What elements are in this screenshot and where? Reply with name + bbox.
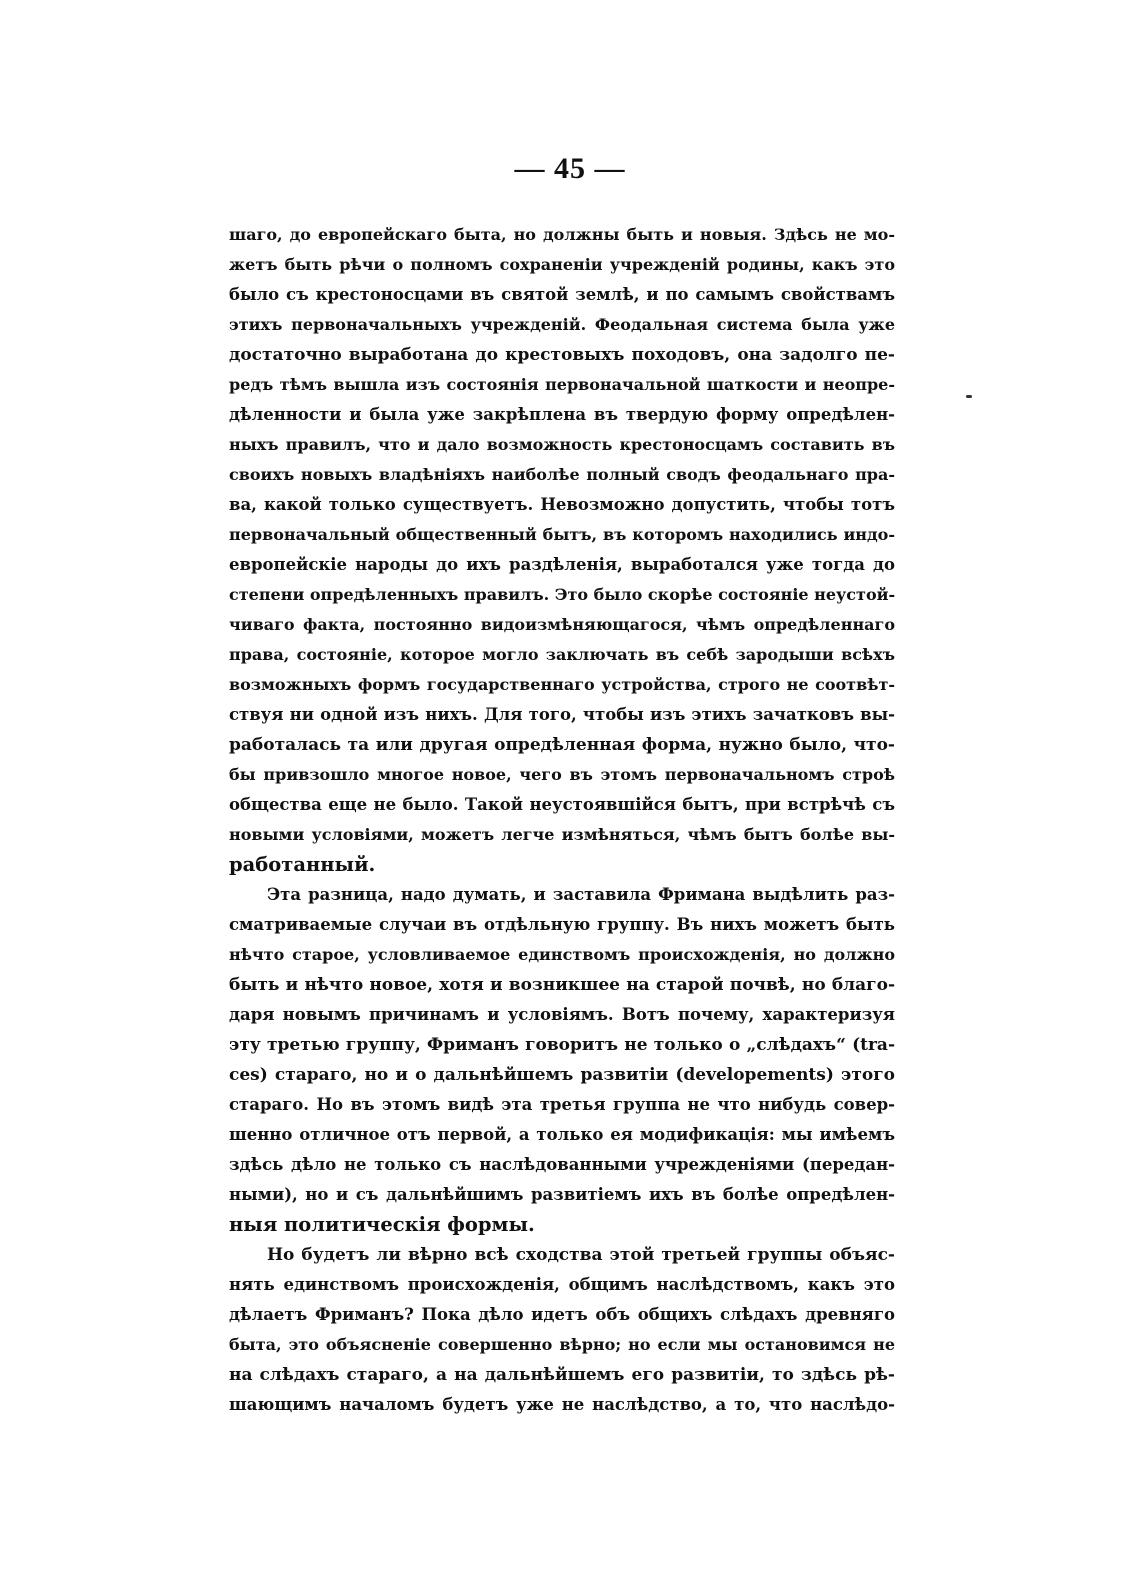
text-line: на слѣдахъ стараго, а на дальнѣйшемъ его развитіи, то здѣсь рѣ- bbox=[229, 1365, 895, 1385]
text-line: права, состояніе, которое могло заключать въ себѣ зародыши всѣхъ bbox=[229, 645, 895, 664]
text-line: нѣчто старое, условливаемое единствомъ происхожденія, но должно bbox=[229, 945, 895, 964]
text-line: шаго, до европейскаго быта, но должны быть и новыя. Здѣсь не мо- bbox=[229, 225, 895, 244]
text-line: первоначальный общественный бытъ, въ которомъ находились индо- bbox=[229, 525, 895, 544]
text-line: ными), но и съ дальнѣйшимъ развитіемъ ихъ въ болѣе опредѣлен- bbox=[229, 1185, 895, 1204]
text-line: бы привзошло многое новое, чего въ этомъ первоначальномъ строѣ bbox=[229, 765, 895, 784]
page-number: — 45 — bbox=[514, 152, 626, 185]
text-line: новыми условіями, можетъ легче измѣняться, чѣмъ бытъ болѣе вы- bbox=[229, 825, 895, 844]
text-line: дѣленности и была уже закрѣплена въ твердую форму опредѣлен- bbox=[229, 405, 895, 424]
text-line: жетъ быть рѣчи о полномъ сохраненіи учрежденій родины, какъ это bbox=[229, 255, 895, 274]
text-line: ва, какой только существуетъ. Невозможно допустить, чтобы тотъ bbox=[229, 495, 895, 514]
paragraph-start-line: Эта разница, надо думать, и заставила Фримана выдѣлить раз- bbox=[267, 885, 895, 904]
text-line: дѣлаетъ Фриманъ? Пока дѣло идетъ объ общихъ слѣдахъ древняго bbox=[229, 1305, 895, 1324]
text-line: ces) стараго, но и о дальнѣйшемъ развитіи (developements) этого bbox=[229, 1065, 895, 1085]
text-line: общества еще не было. Такой неустоявшійся бытъ, при встрѣчѣ съ bbox=[229, 795, 895, 814]
text-line: было съ крестоносцами въ святой землѣ, и по самымъ свойствамъ bbox=[229, 285, 895, 304]
paragraph-end-line: ныя политическія формы. bbox=[229, 1213, 535, 1236]
text-line: европейскіе народы до ихъ раздѣленія, выработался уже тогда до bbox=[229, 555, 895, 574]
text-line: степени опредѣленныхъ правилъ. Это было скорѣе состояніе неустой- bbox=[229, 585, 896, 604]
paragraph-end-line: работанный. bbox=[229, 853, 376, 876]
text-line: чиваго факта, постоянно видоизмѣняющагося, чѣмъ опредѣленнаго bbox=[229, 615, 895, 634]
text-line: сматриваемые случаи въ отдѣльную группу. Въ нихъ можетъ быть bbox=[229, 915, 895, 934]
text-line: возможныхъ формъ государственнаго устройства, строго не соотвѣт- bbox=[229, 675, 895, 694]
text-line: редъ тѣмъ вышла изъ состоянія первоначальной шаткости и неопре- bbox=[229, 375, 895, 394]
text-line: эту третью группу, Фриманъ говоритъ не только о „слѣдахъ“ (tra- bbox=[229, 1035, 895, 1055]
text-line: стараго. Но въ этомъ видѣ эта третья группа не что нибудь совер- bbox=[229, 1095, 895, 1114]
text-line: здѣсь дѣло не только съ наслѣдованными учрежденіями (передан- bbox=[229, 1155, 895, 1174]
text-line: достаточно выработана до крестовыхъ походовъ, она задолго пе- bbox=[229, 345, 895, 365]
text-line: шающимъ началомъ будетъ уже не наслѣдство, а то, что наслѣдо- bbox=[229, 1395, 895, 1414]
text-line: своихъ новыхъ владѣніяхъ наиболѣе полный сводъ феодальнаго пра- bbox=[229, 465, 895, 484]
paragraph-start-line: Но будетъ ли вѣрно всѣ сходства этой третьей группы объяс- bbox=[267, 1245, 895, 1265]
text-line: ныхъ правилъ, что и дало возможность крестоносцамъ составить въ bbox=[229, 435, 895, 454]
text-line: шенно отличное отъ первой, а только ея модификація: мы имѣемъ bbox=[229, 1125, 895, 1144]
text-line: даря новымъ причинамъ и условіямъ. Вотъ почему, характеризуя bbox=[229, 1005, 895, 1024]
text-line: работалась та или другая опредѣленная форма, нужно было, что- bbox=[229, 735, 895, 755]
text-line: быть и нѣчто новое, хотя и возникшее на старой почвѣ, но благо- bbox=[229, 975, 895, 995]
text-line: быта, это объясненіе совершенно вѣрно; но если мы остановимся не bbox=[229, 1335, 895, 1354]
text-line: ствуя ни одной изъ нихъ. Для того, чтобы изъ этихъ зачатковъ вы- bbox=[229, 705, 895, 724]
text-line: этихъ первоначальныхъ учрежденій. Феодальная система была уже bbox=[229, 315, 895, 334]
text-line: нять единствомъ происхожденія, общимъ наслѣдствомъ, какъ это bbox=[229, 1275, 895, 1294]
scan-speck bbox=[966, 395, 972, 398]
body-text bbox=[229, 220, 895, 1420]
